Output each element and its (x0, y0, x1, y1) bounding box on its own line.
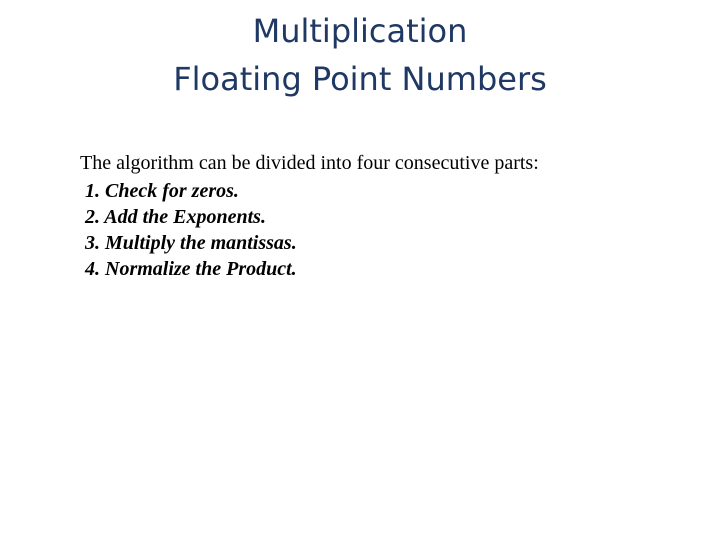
intro-text: The algorithm can be divided into four consecutive parts: (80, 152, 539, 174)
step-item-1: 1. Check for zeros. (85, 180, 239, 202)
step-item-2: 2. Add the Exponents. (85, 206, 266, 228)
slide-title-line-2: Floating Point Numbers (173, 60, 547, 98)
step-item-4: 4. Normalize the Product. (85, 258, 297, 280)
slide-title-line-1: Multiplication (252, 12, 468, 50)
step-item-3: 3. Multiply the mantissas. (85, 232, 297, 254)
